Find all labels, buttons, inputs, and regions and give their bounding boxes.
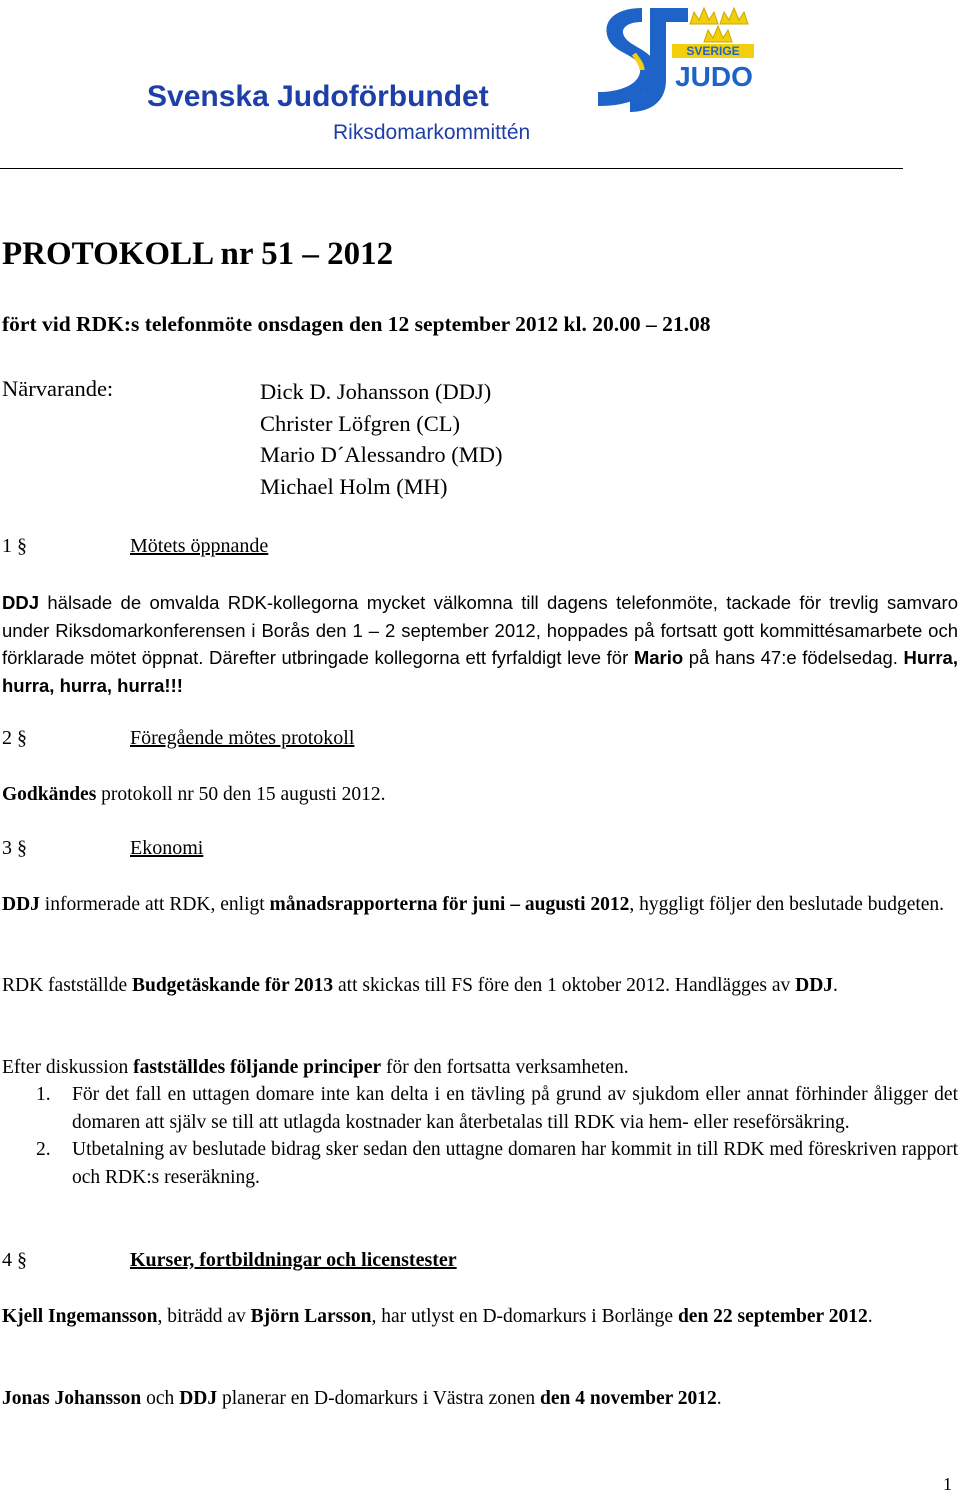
section-heading: Ekonomi <box>130 837 204 859</box>
principles-list <box>2 1081 958 1191</box>
list-item <box>2 1081 958 1136</box>
section-heading: Kurser, fortbildningar och licenstester <box>130 1249 457 1271</box>
list-text: För det fall en uttagen domare inte kan delta i en tävling på grund av sjukdom eller annat förhinder åligger det domaren att själv se till att utlagda kostnader kan återbetalas till RDK via hem- eller reseförsäkring. <box>72 1084 958 1133</box>
header-divider <box>0 168 903 169</box>
section-number: 2 § <box>2 727 27 749</box>
present-label: Närvarande: <box>2 376 114 401</box>
body-text: . <box>716 1388 722 1409</box>
body-text: , har utlyst en D-domarkurs i Borlänge <box>371 1306 678 1327</box>
list-item <box>2 1136 958 1191</box>
bold-text: DDJ <box>179 1388 218 1409</box>
section-heading: Föregående mötes protokoll <box>130 727 355 749</box>
body-text: att skickas till FS före den 1 oktober 2012. Handlägges av <box>333 975 796 996</box>
bold-text: fastställdes följande principer <box>133 1057 382 1078</box>
list-number: 2. <box>36 1139 51 1160</box>
section-3-paragraph-1 <box>2 891 958 918</box>
bold-text: DDJ <box>2 592 40 613</box>
body-text: , biträdd av <box>157 1306 251 1327</box>
page-number: 1 <box>943 1474 952 1494</box>
logo-text: SVERIGE <box>686 44 740 58</box>
document-title: PROTOKOLL nr 51 – 2012 <box>2 236 394 272</box>
bold-text: Budgetäskande för 2013 <box>131 975 334 996</box>
sverige-judo-logo <box>594 2 762 114</box>
crowns-icon <box>690 8 748 42</box>
present-name: Mario D´Alessandro (MD) <box>260 442 503 467</box>
section-1-header <box>2 535 602 561</box>
body-text: hälsade de omvalda RDK-kollegorna mycket välkomna till dagens telefonmöte, tackade för trevlig samvaro under Riksdomarkonferensen i Borås den 1 – 2 september 2012, hoppades på fortsatt gott kommittésamarbete och förklarade mötet öppnat. Därefter utbringade kollegorna ett fyrfaldigt leve för <box>2 592 958 668</box>
bold-text: Godkändes <box>2 784 97 805</box>
body-text: på hans 47:e födelsedag. <box>683 647 904 668</box>
body-text: . <box>867 1306 873 1327</box>
bold-text: Björn Larsson <box>250 1306 372 1327</box>
bold-text: Jonas Johansson <box>2 1388 142 1409</box>
meeting-info: fört vid RDK:s telefonmöte onsdagen den 12 september 2012 kl. 20.00 – 21.08 <box>2 312 711 336</box>
section-2-header <box>2 727 602 753</box>
body-text: planerar en D-domarkurs i Västra zonen <box>217 1388 541 1409</box>
committee-name: Riksdomarkommittén <box>333 121 531 144</box>
section-3-paragraph-2 <box>2 972 958 999</box>
present-name: Dick D. Johansson (DDJ) <box>260 379 492 404</box>
bold-text: DDJ <box>2 894 40 915</box>
body-text: , hyggligt följer den beslutade budgeten. <box>629 894 945 915</box>
logo-subtext: JUDO <box>675 61 753 92</box>
present-list <box>260 376 502 502</box>
section-number: 3 § <box>2 837 27 859</box>
section-number: 1 § <box>2 535 27 557</box>
body-text: för den fortsatta verksamheten. <box>381 1057 629 1078</box>
body-text: . <box>833 975 838 996</box>
bold-text: den 4 november 2012 <box>540 1388 717 1409</box>
list-number: 1. <box>36 1084 51 1105</box>
bold-text: Kjell Ingemansson <box>2 1306 158 1327</box>
organization-name: Svenska Judoförbundet <box>147 80 489 113</box>
section-4-header <box>2 1249 702 1275</box>
bold-text: Mario <box>633 647 684 668</box>
body-text: RDK fastställde <box>2 975 132 996</box>
section-number: 4 § <box>2 1249 27 1271</box>
section-4-paragraph-2 <box>2 1385 958 1412</box>
bold-text: DDJ <box>795 975 834 996</box>
section-1-text <box>2 589 958 699</box>
body-text: protokoll nr 50 den 15 augusti 2012. <box>96 784 386 805</box>
bold-text: Hurra, hurra, hurra, hurra!!! <box>2 647 958 696</box>
section-4-paragraph-1 <box>2 1303 958 1330</box>
present-name: Michael Holm (MH) <box>260 473 448 499</box>
body-text: informerade att RDK, enligt <box>39 894 270 915</box>
bold-text: den 22 september 2012 <box>677 1306 868 1327</box>
section-2-text <box>2 781 958 808</box>
bold-text: månadsrapporterna för juni – augusti 2012 <box>269 894 630 915</box>
section-3-header <box>2 837 602 863</box>
body-text: Efter diskussion <box>2 1057 134 1078</box>
section-3-paragraph-3 <box>2 1054 958 1081</box>
list-text: Utbetalning av beslutade bidrag sker sedan den uttagne domaren har kommit in till RDK med föreskriven rapport och RDK:s reseräkning. <box>72 1139 958 1188</box>
section-heading: Mötets öppnande <box>130 535 269 557</box>
present-name: Christer Löfgren (CL) <box>260 410 460 436</box>
body-text: och <box>141 1388 180 1409</box>
